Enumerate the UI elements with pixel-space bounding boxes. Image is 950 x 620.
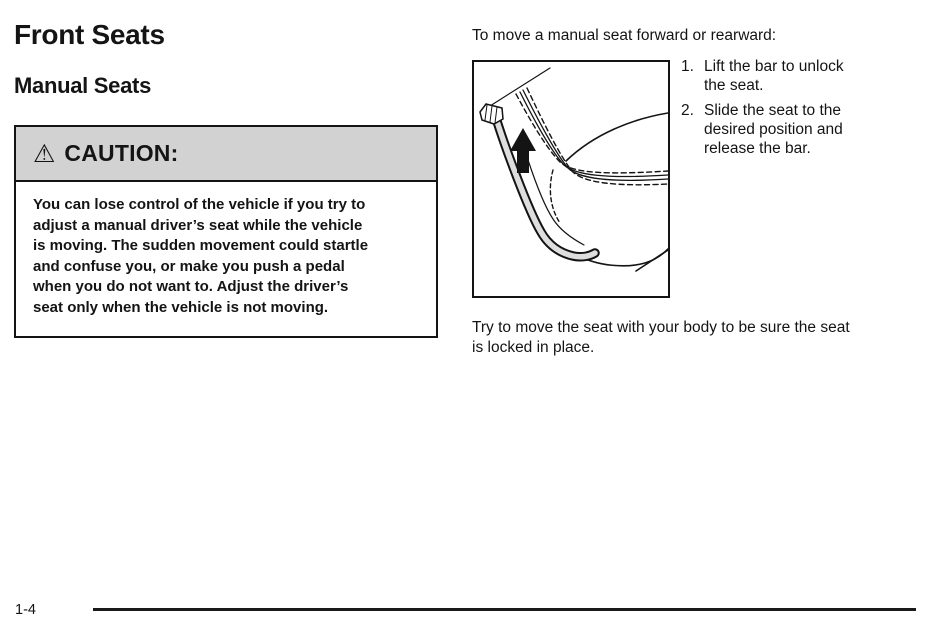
step-line: the seat. xyxy=(704,77,764,94)
step-list xyxy=(681,57,844,158)
step-line: Lift the bar to unlock xyxy=(704,58,844,75)
seat-illustration-svg xyxy=(474,62,668,296)
step-line: desired position and xyxy=(704,121,843,138)
piping-solid-2 xyxy=(523,90,668,180)
caution-line: adjust a manual driver’s seat while the vehicle xyxy=(33,216,363,234)
step-item-2 xyxy=(681,101,844,158)
seat-adjustment-illustration xyxy=(472,60,670,298)
caution-line: seat only when the vehicle is not moving. xyxy=(33,298,329,316)
instruction-intro: To move a manual seat forward or rearward: xyxy=(472,27,777,44)
step-item-1 xyxy=(681,57,844,95)
page-title: Front Seats xyxy=(14,19,165,50)
caution-line: and confuse you, or make you push a pedal xyxy=(33,257,345,275)
caution-text xyxy=(16,182,436,318)
caution-header xyxy=(16,127,436,182)
step-text xyxy=(704,101,843,158)
footer-rule xyxy=(93,608,916,611)
section-title: Manual Seats xyxy=(14,73,152,98)
closing-paragraph xyxy=(472,318,850,357)
step-number: 2. xyxy=(681,102,694,119)
caution-label: CAUTION: xyxy=(64,140,179,166)
seat-front-dashed-arc xyxy=(550,170,560,223)
seat-cushion-top-curve xyxy=(566,113,668,161)
closing-line: Try to move the seat with your body to be sure the seat xyxy=(472,319,850,336)
step-text xyxy=(704,57,844,95)
step-line: Slide the seat to the xyxy=(704,102,842,119)
step-number: 1. xyxy=(681,58,694,75)
step-line: release the bar. xyxy=(704,140,811,157)
seat-back-line xyxy=(490,68,550,106)
page-number: 1-4 xyxy=(15,602,36,618)
closing-line: is locked in place. xyxy=(472,338,595,356)
caution-line: when you do not want to. Adjust the driver’s xyxy=(33,278,349,295)
caution-line: is moving. The sudden movement could startle xyxy=(33,237,369,254)
caution-line: You can lose control of the vehicle if you try to xyxy=(33,196,366,213)
caution-box xyxy=(14,125,438,338)
piping-dashed-upper xyxy=(516,94,668,173)
warning-triangle-icon: ⚠ xyxy=(33,139,56,168)
seat-track-line xyxy=(636,250,668,271)
piping-solid-1 xyxy=(520,92,668,177)
